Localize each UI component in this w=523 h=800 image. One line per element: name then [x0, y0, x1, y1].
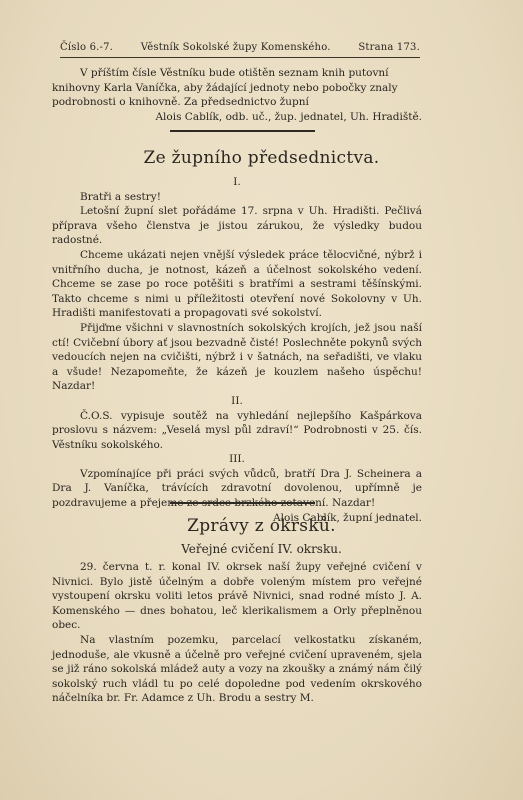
header-divider	[60, 57, 420, 58]
paragraph: Vzpomínajíce při práci svých vůdců, bratří Dra J. Scheinera a Dra J. Vaníčka, trávících zdravotní dovolenou, upřímně je pozdravujeme a přejeme ze srdce brzkého zotavení. Nazdar!	[52, 467, 422, 510]
section1-body	[52, 175, 422, 525]
notice-signature: Alois Cablík, odb. uč., žup. jednatel, Uh. Hradiště.	[155, 110, 422, 123]
part-number: I.	[233, 176, 241, 188]
section-subtitle: Veřejné cvičení IV. okrsku.	[181, 542, 342, 556]
journal-title: Věstník Sokolské župy Komenského.	[140, 42, 331, 53]
section-divider	[170, 130, 315, 132]
notice-line: V příštím čísle Věstníku bude otištěn seznam knih putovní	[80, 67, 389, 79]
part-number: III.	[229, 453, 245, 466]
notice-line: podrobnosti o knihovně. Za předsednictvo župní	[52, 96, 309, 109]
notice-block	[52, 66, 422, 124]
section2-body	[52, 560, 422, 706]
paragraph: 29. června t. r. konal IV. okrsek naší župy veřejné cvičení v Nivnici. Bylo jistě účelným a dobře voleným místem pro veřejné vystoupení okrsku voliti letos právě Nivnici, snad rodné místo J. A. Komenského — dnes bohatou, leč klerikalismem a Orly přeplněnou obec.	[52, 561, 422, 632]
paragraph: Letošní župní slet pořádáme 17. srpna v Uh. Hradišti. Pečlivá příprava všeho členstva je jistou zárukou, že výsledky budou radostné.	[52, 205, 422, 247]
section-signature: Alois Cablík, župní jednatel.	[273, 511, 422, 524]
section-title: Zprávy z okrsků.	[187, 516, 336, 536]
greeting: Bratři a sestry!	[80, 190, 161, 203]
page-number: Strana 173.	[358, 42, 420, 53]
paragraph: Na vlastním pozemku, parcelací velkostatku získaném, jednoduše, ale vkusně a účelně pro veřejné cvičení upraveném, sjela se již ráno sokolská mládež auty a vozy na zkoušky a známý nám čilý sokolský ruch vládl tu po celé dopoledne pod vedením okrskového náčelníka br. Fr. Adamce z Uh. Brodu a sestry M.	[52, 633, 422, 705]
section-title: Ze župního předsednictva.	[143, 148, 380, 168]
part-number: II.	[231, 394, 243, 407]
running-header	[60, 42, 420, 53]
notice-line: knihovny Karla Vaníčka, aby žádající jednoty nebo pobočky znaly	[52, 81, 398, 94]
issue-number: Číslo 6.-7.	[60, 42, 114, 53]
paragraph: Chceme ukázati nejen vnější výsledek práce tělocvičné, nýbrž i vnitřního ducha, je notnost, kázeň a účelnost sokolského vedení. Chceme se zase po roce potěšiti s bratřími a sestrami těšínskými. Takto chceme s nimi u příležitosti otevření nové Sokolovny v Uh. Hradišti manifestovati a propagovati své sokolství.	[52, 248, 422, 320]
paragraph: Přijďme všichni v slavnostních sokolských krojích, jež jsou naší ctí! Cvičební úbory ať jsou bezvadně čisté! Poslechněte pokynů svých vedoucích nejen na cvičišti, nýbrž i v šatnách, na seřadišti, ve vlaku a všude! Nezapomeňte, že kázeň je kouzlem našeho úspěchu! Nazdar!	[52, 321, 422, 393]
paragraph: Č.O.S. vypisuje soutěž na vyhledání nejlepšího Kašpárkova proslovu s názvem: „Veselá mysl půl zdraví!“ Podrobnosti v 25. čís. Věstníku sokolského.	[52, 409, 422, 451]
section-divider	[170, 502, 315, 504]
